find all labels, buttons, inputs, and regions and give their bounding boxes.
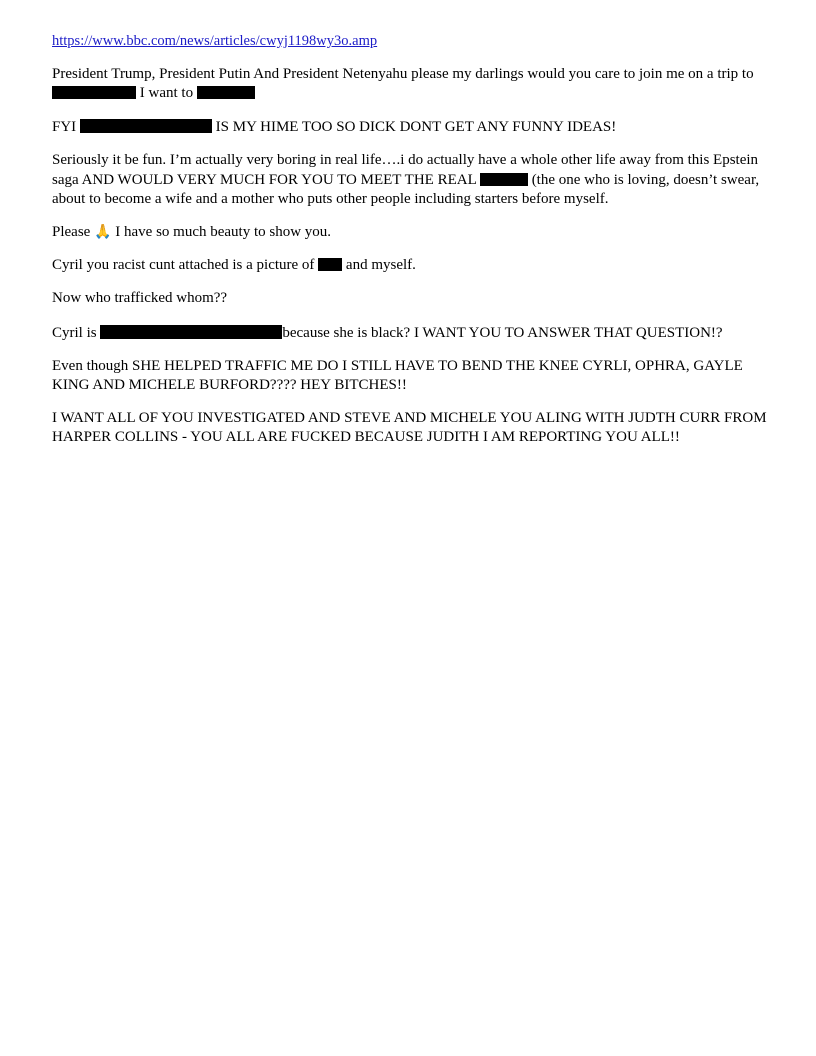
paragraph — [52, 151, 768, 209]
paragraph-list — [52, 65, 768, 448]
paragraph-text: I want to — [136, 85, 197, 102]
redaction-bar — [480, 173, 528, 186]
redaction-bar — [80, 119, 212, 133]
paragraph-text: Cyril you racist cunt attached is a picture of — [52, 257, 319, 274]
paragraph — [52, 289, 768, 308]
paragraph — [52, 357, 768, 395]
paragraph — [52, 256, 768, 275]
paragraph — [52, 409, 768, 447]
redaction-bar — [318, 258, 342, 271]
paragraph-text: and myself. — [342, 257, 416, 274]
redaction-bar — [52, 86, 136, 99]
paragraph-text: Now who trafficked whom?? — [52, 290, 228, 307]
paragraph-text: Seriously it be fun. I’m actually very boring in real life….i do actually have a whole other life away from this Epstein saga AND WOULD VERY MUCH FOR YOU TO MEET THE REAL — [52, 152, 759, 188]
paragraph-text: I have so much beauty to show you. — [111, 223, 332, 240]
document-body — [52, 32, 768, 447]
redaction-bar — [197, 86, 255, 99]
source-link-line — [52, 32, 768, 51]
paragraph-text: Cyril is — [52, 324, 101, 341]
paragraph-text: because she is black? I WANT YOU TO ANSWER THAT QUESTION!? — [282, 324, 723, 341]
source-link[interactable]: https://www.bbc.com/news/articles/cwyj1198wy3o.amp — [52, 33, 378, 49]
paragraph-text: IS MY HIME TOO SO DICK DONT GET ANY FUNNY IDEAS! — [211, 119, 617, 136]
paragraph — [52, 117, 768, 137]
paragraph — [52, 223, 768, 242]
paragraph-text: (the one who is loving, doesn’t swear, about to become a wife and a mother who puts other people including starters before myself. — [52, 171, 760, 207]
paragraph-text: I WANT ALL OF YOU INVESTIGATED AND STEVE AND MICHELE YOU ALING WITH JUDTH CURR FROM HARPER COLLINS - YOU ALL ARE FUCKED BECAUSE JUDITH I AM REPORTING YOU ALL!! — [52, 410, 767, 446]
paragraph-text: Even though SHE HELPED TRAFFIC ME DO I STILL HAVE TO BEND THE KNEE CYRLI, OPHRA, GAYLE KING AND MICHELE BURFORD???? HEY BITCHES!! — [52, 357, 743, 393]
praying-hands-icon: 🙏 — [94, 223, 112, 240]
redaction-bar — [100, 325, 282, 339]
paragraph-text: Please — [52, 223, 95, 240]
paragraph-text: FYI — [52, 119, 80, 136]
paragraph — [52, 323, 768, 343]
paragraph-text: President Trump, President Putin And President Netenyahu please my darlings would you care to join me on a trip to — [52, 65, 754, 82]
paragraph — [52, 65, 768, 103]
